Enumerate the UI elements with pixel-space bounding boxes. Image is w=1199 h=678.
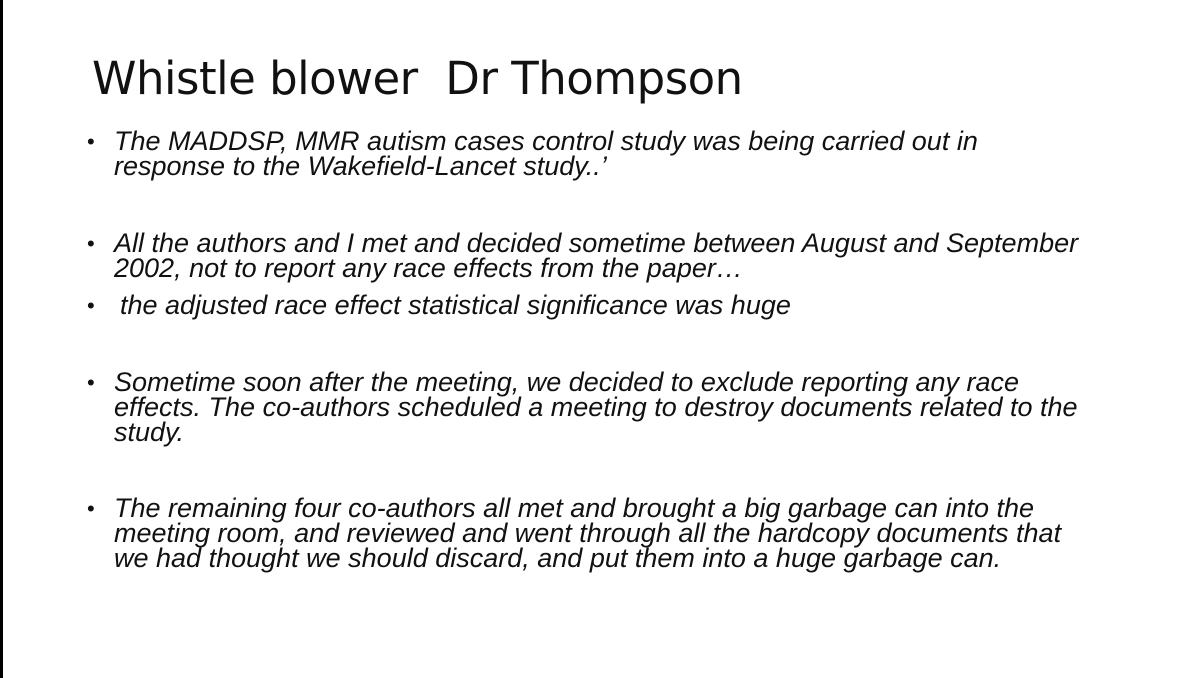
bullet-text: Sometime soon after the meeting, we decided to exclude reporting any race effects. The co-authors scheduled a meeting to destroy documents related to the study. (114, 367, 1078, 447)
bullet-item-1 (87, 126, 1087, 181)
bullet-marker: • (87, 231, 95, 256)
bullet-item-2 (87, 228, 1087, 283)
bullet-text: The MADDSP, MMR autism cases control study was being carried out in response to the Wakefield-Lancet study..’ (114, 126, 978, 181)
bullet-marker: • (87, 496, 95, 521)
bullet-item-3 (87, 290, 1087, 320)
bullet-marker: • (87, 129, 95, 154)
bullet-text: The remaining four co-authors all met and brought a big garbage can into the meeting room, and reviewed and went through all the hardcopy documents that we had thought we should discard, and put them into a huge garbage can. (114, 493, 1062, 573)
bullet-text: All the authors and I met and decided sometime between August and September 2002, not to report any race effects from the paper… (114, 228, 1079, 283)
bullet-text: the adjusted race effect statistical significance was huge (120, 290, 791, 320)
slide-left-border (0, 0, 3, 678)
bullet-item-4 (87, 367, 1087, 447)
bullet-marker: • (87, 293, 95, 318)
bullet-item-5 (87, 493, 1087, 573)
bullet-marker: • (87, 370, 95, 395)
slide-title: Whistle blower Dr Thompson (92, 52, 743, 105)
